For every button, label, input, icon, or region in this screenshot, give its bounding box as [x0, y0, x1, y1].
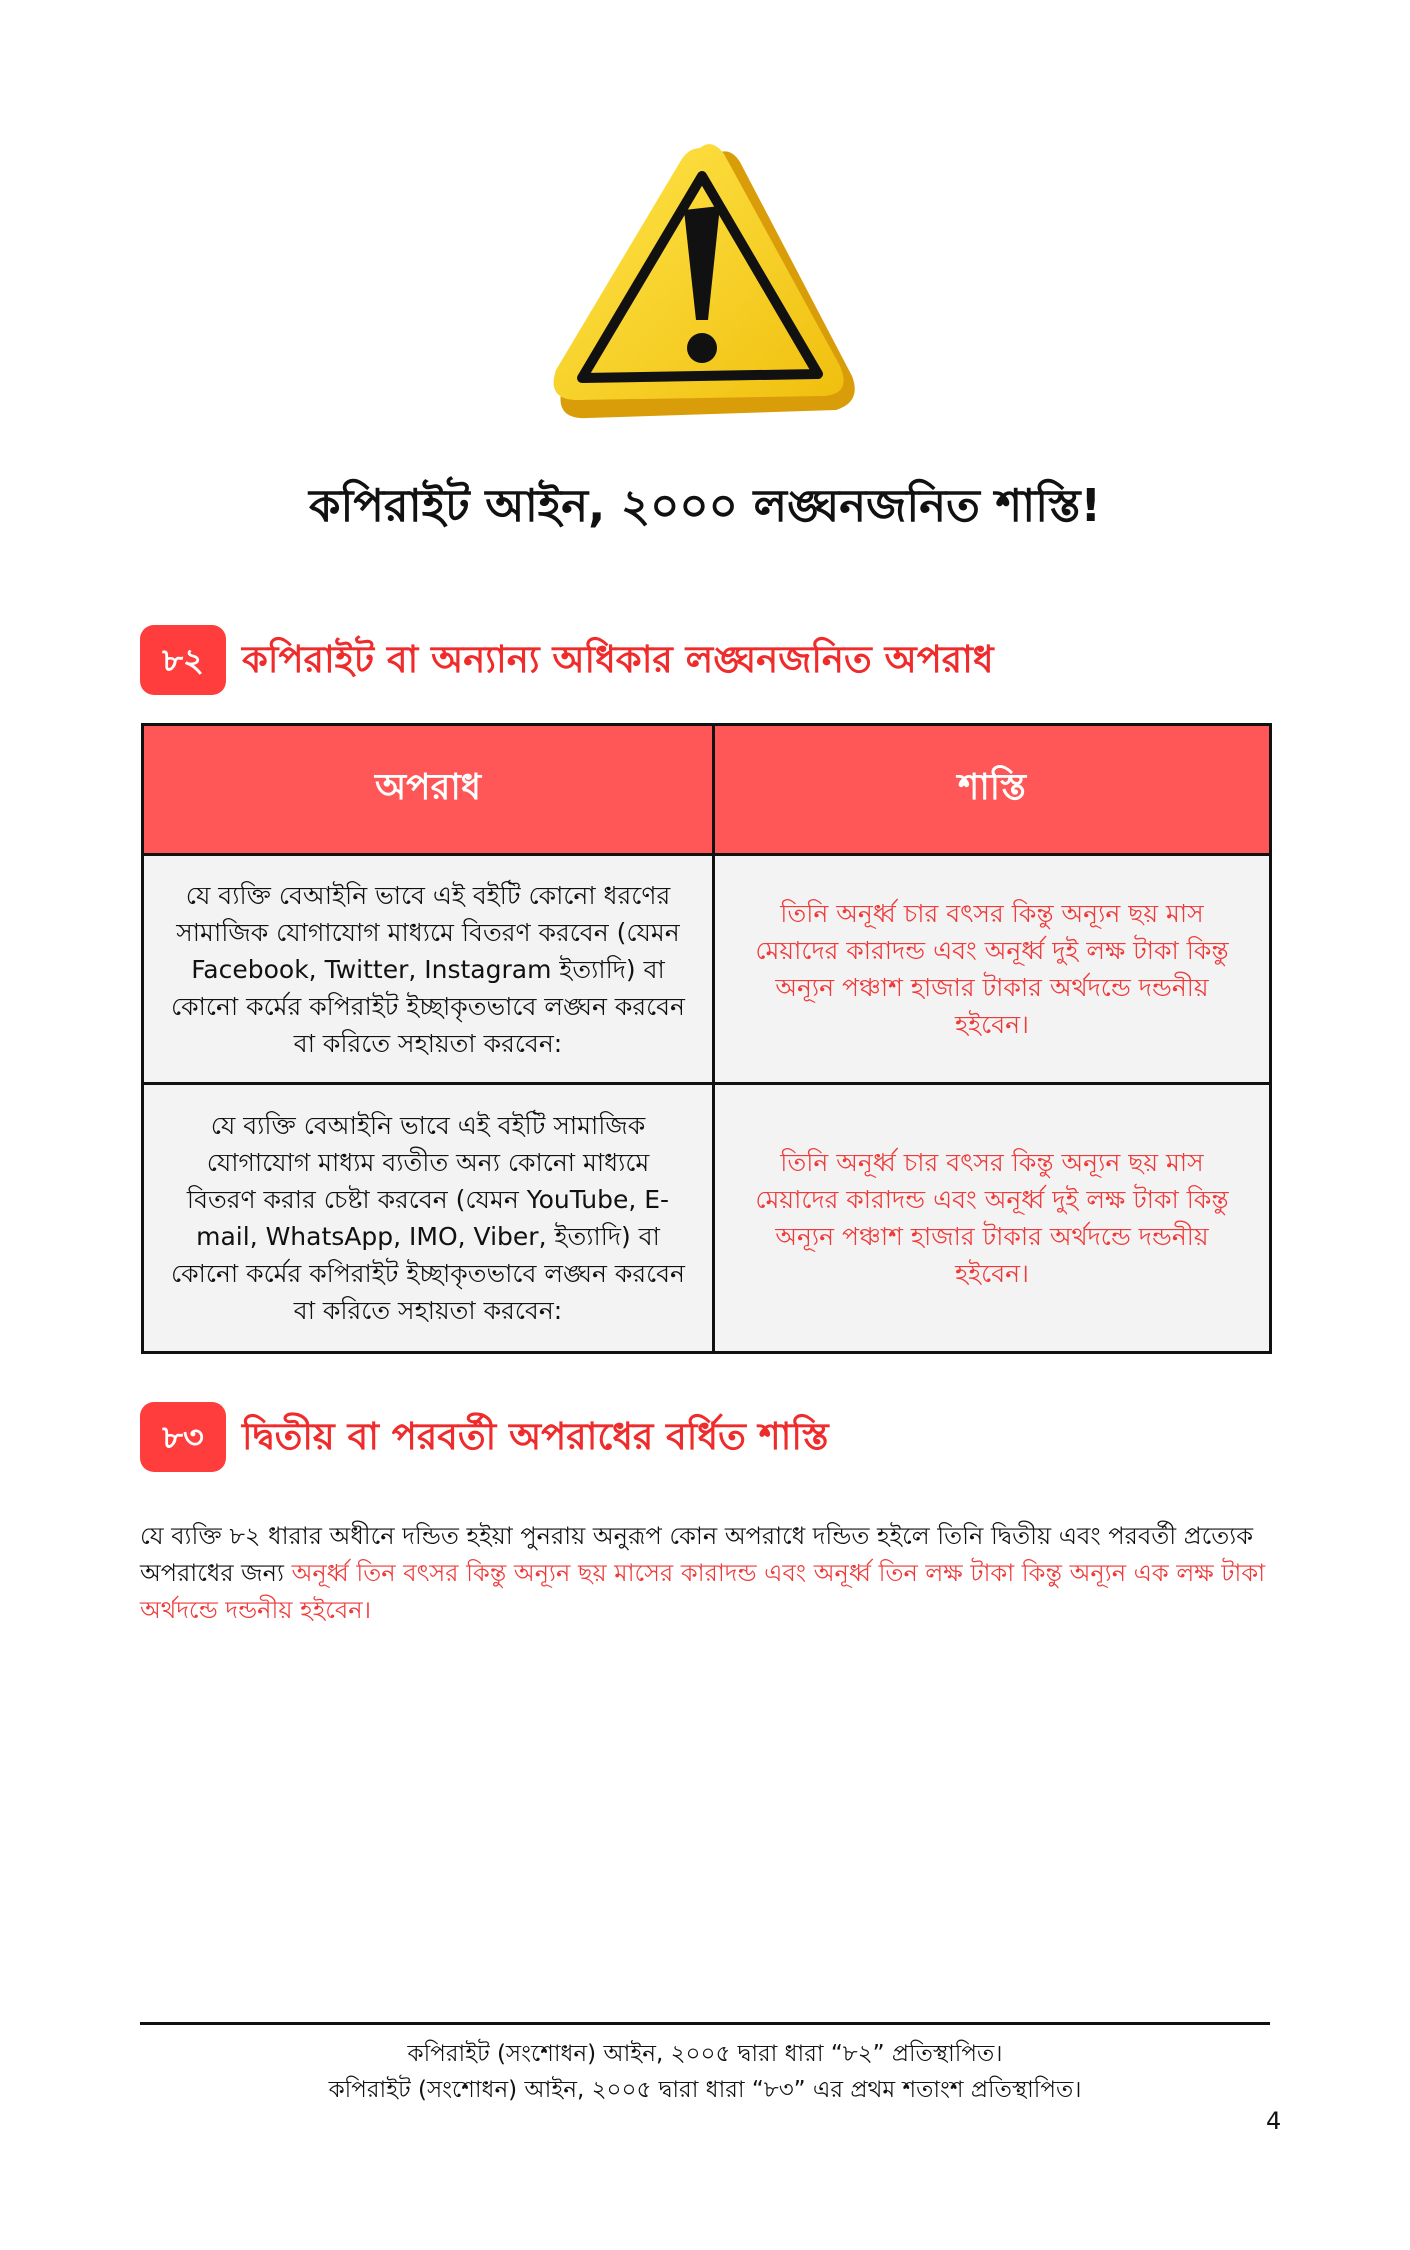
header-penalty: শাস্তি — [714, 725, 1271, 855]
penalty-cell: তিনি অনূর্ধ্ব চার বৎসর কিন্তু অন্যূন ছয় মাস মেয়াদের কারাদন্ড এবং অনূর্ধ্ব দুই লক্ষ টাকা কিন্তু অন্যূন পঞ্চাশ হাজার টাকার অর্থদন্ডে দন্ডনীয় হইবেন। — [714, 855, 1271, 1084]
offense-penalty-table — [141, 723, 1272, 1354]
section-83-header — [140, 1402, 1280, 1472]
section-83-body-highlight: অনূর্ধ্ব তিন বৎসর কিন্তু অন্যূন ছয় মাসের কারাদন্ড এবং অনূর্ধ্ব তিন লক্ষ টাকা কিন্তু অন্যূন এক লক্ষ টাকা অর্থদন্ডে দন্ডনীয় হইবেন। — [140, 1559, 1266, 1624]
warning-triangle-icon — [548, 140, 860, 432]
footnote: কপিরাইট (সংশোধন) আইন, ২০০৫ দ্বারা ধারা “৮২” প্রতিস্থাপিত। — [407, 2041, 1003, 2067]
table-row — [143, 1084, 1271, 1353]
table-header-row — [143, 725, 1271, 855]
table-row — [143, 855, 1271, 1084]
header-offense: অপরাধ — [143, 725, 714, 855]
offense-cell: যে ব্যক্তি বেআইনি ভাবে এই বইটি কোনো ধরণের সামাজিক যোগাযোগ মাধ্যমে বিতরণ করবেন (যেমন Facebook, Twitter, Instagram ইত্যাদি) বা কোনো কর্মের কপিরাইট ইচ্ছাকৃতভাবে লঙ্ঘন করবেন বা করিতে সহায়তা করবেন: — [143, 855, 714, 1084]
footer-divider — [140, 2022, 1270, 2025]
page-title: কপিরাইট আইন, ২০০০ লঙ্ঘনজনিত শাস্তি! — [309, 479, 1101, 532]
section-82-header — [140, 625, 1280, 695]
penalty-cell: তিনি অনূর্ধ্ব চার বৎসর কিন্তু অন্যূন ছয় মাস মেয়াদের কারাদন্ড এবং অনূর্ধ্ব দুই লক্ষ টাকা কিন্তু অন্যূন পঞ্চাশ হাজার টাকার অর্থদন্ডে দন্ডনীয় হইবেন। — [714, 1084, 1271, 1353]
footnote: কপিরাইট (সংশোধন) আইন, ২০০৫ দ্বারা ধারা “৮৩” এর প্রথম শতাংশ প্রতিস্থাপিত। — [328, 2077, 1082, 2103]
section-82-heading: কপিরাইট বা অন্যান্য অধিকার লঙ্ঘনজনিত অপরাধ — [242, 638, 994, 681]
section-83-badge: ৮৩ — [140, 1402, 226, 1472]
page-number: 4 — [1266, 2107, 1282, 2135]
section-83-body-text: যে ব্যক্তি ৮২ ধারার অধীনে দন্ডিত হইয়া পুনরায় অনুরূপ কোন অপরাধে দন্ডিত হইলে তিনি দ্বিতীয় এবং পরবর্তী প্রত্যেক অপরাধের জন্য — [140, 1522, 1254, 1587]
section-82-badge: ৮২ — [140, 625, 226, 695]
section-83-body — [140, 1518, 1270, 1629]
offense-cell: যে ব্যক্তি বেআইনি ভাবে এই বইটি সামাজিক যোগাযোগ মাধ্যম ব্যতীত অন্য কোনো মাধ্যমে বিতরণ করার চেষ্টা করবেন (যেমন YouTube, E-mail, WhatsApp, IMO, Viber, ইত্যাদি) বা কোনো কর্মের কপিরাইট ইচ্ছাকৃতভাবে লঙ্ঘন করবেন বা করিতে সহায়তা করবেন: — [143, 1084, 714, 1353]
section-83-heading: দ্বিতীয় বা পরবর্তী অপরাধের বর্ধিত শাস্তি — [242, 1415, 829, 1458]
